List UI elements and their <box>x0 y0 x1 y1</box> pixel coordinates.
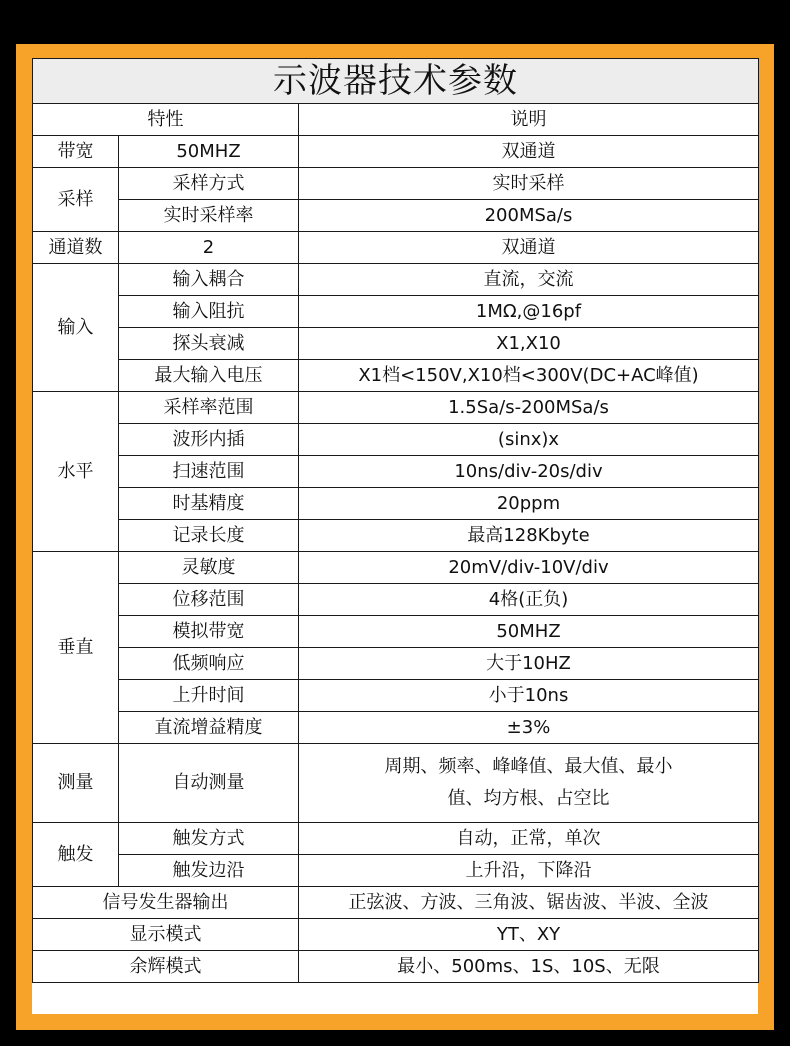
table-row <box>33 200 759 232</box>
item-value: 50MHZ <box>299 616 759 648</box>
table-row <box>33 919 759 951</box>
group-label: 输入 <box>33 264 119 392</box>
table-row <box>33 232 759 264</box>
spec-table <box>32 58 759 983</box>
item-label: 灵敏度 <box>119 552 299 584</box>
item-value: 1MΩ,@16pf <box>299 296 759 328</box>
group-label: 触发 <box>33 823 119 887</box>
orange-frame <box>16 44 774 1030</box>
item-label: 最大输入电压 <box>119 360 299 392</box>
item-value: 上升沿，下降沿 <box>299 855 759 887</box>
table-row <box>33 951 759 983</box>
item-value: 10ns/div-20s/div <box>299 456 759 488</box>
item-label: 模拟带宽 <box>119 616 299 648</box>
group-label: 采样 <box>33 168 119 232</box>
item-value: 双通道 <box>299 232 759 264</box>
item-label: 时基精度 <box>119 488 299 520</box>
item-value: 200MSa/s <box>299 200 759 232</box>
item-label: 50MHZ <box>119 136 299 168</box>
item-label: 探头衰减 <box>119 328 299 360</box>
table-row <box>33 584 759 616</box>
item-value: 最高128Kbyte <box>299 520 759 552</box>
item-value: 正弦波、方波、三角波、锯齿波、半波、全波 <box>299 887 759 919</box>
group-label: 垂直 <box>33 552 119 744</box>
item-label: 采样率范围 <box>119 392 299 424</box>
table-row <box>33 328 759 360</box>
table-row <box>33 136 759 168</box>
table-row <box>33 648 759 680</box>
item-value: YT、XY <box>299 919 759 951</box>
item-value: X1,X10 <box>299 328 759 360</box>
item-label: 直流增益精度 <box>119 712 299 744</box>
item-label: 实时采样率 <box>119 200 299 232</box>
item-value: 小于10ns <box>299 680 759 712</box>
item-value: (sinx)x <box>299 424 759 456</box>
item-label: 位移范围 <box>119 584 299 616</box>
item-label: 低频响应 <box>119 648 299 680</box>
table-row <box>33 552 759 584</box>
table-row <box>33 744 759 823</box>
group-label: 水平 <box>33 392 119 552</box>
table-row <box>33 392 759 424</box>
spec-sheet <box>32 58 758 1014</box>
table-row <box>33 424 759 456</box>
table-row <box>33 520 759 552</box>
table-row <box>33 616 759 648</box>
item-value: 1.5Sa/s-200MSa/s <box>299 392 759 424</box>
item-value: 4格(正负) <box>299 584 759 616</box>
item-value: 20ppm <box>299 488 759 520</box>
item-value: 直流，交流 <box>299 264 759 296</box>
item-value: 最小、500ms、1S、10S、无限 <box>299 951 759 983</box>
item-value: ±3% <box>299 712 759 744</box>
table-row <box>33 823 759 855</box>
table-row <box>33 360 759 392</box>
item-value: 大于10HZ <box>299 648 759 680</box>
item-value: X1档<150V,X10档<300V(DC+AC峰值) <box>299 360 759 392</box>
item-label: 触发边沿 <box>119 855 299 887</box>
table-row <box>33 456 759 488</box>
item-label: 输入阻抗 <box>119 296 299 328</box>
header-feature: 特性 <box>33 104 299 136</box>
item-value: 20mV/div-10V/div <box>299 552 759 584</box>
title-row <box>33 59 759 104</box>
table-row <box>33 712 759 744</box>
item-value: 自动，正常，单次 <box>299 823 759 855</box>
item-label: 波形内插 <box>119 424 299 456</box>
item-label: 上升时间 <box>119 680 299 712</box>
table-row <box>33 168 759 200</box>
item-label: 2 <box>119 232 299 264</box>
group-label: 测量 <box>33 744 119 823</box>
table-row <box>33 887 759 919</box>
item-label: 触发方式 <box>119 823 299 855</box>
group-label: 通道数 <box>33 232 119 264</box>
item-label: 输入耦合 <box>119 264 299 296</box>
item-label: 信号发生器输出 <box>33 887 299 919</box>
item-value: 实时采样 <box>299 168 759 200</box>
item-label: 余辉模式 <box>33 951 299 983</box>
header-row <box>33 104 759 136</box>
item-label: 扫速范围 <box>119 456 299 488</box>
table-row <box>33 264 759 296</box>
table-row <box>33 855 759 887</box>
table-row <box>33 488 759 520</box>
item-value: 周期、频率、峰峰值、最大值、最小值、均方根、占空比 <box>299 744 759 823</box>
group-label: 带宽 <box>33 136 119 168</box>
item-label: 采样方式 <box>119 168 299 200</box>
table-row <box>33 680 759 712</box>
table-row <box>33 296 759 328</box>
item-label: 自动测量 <box>119 744 299 823</box>
item-label: 显示模式 <box>33 919 299 951</box>
header-description: 说明 <box>299 104 759 136</box>
item-label: 记录长度 <box>119 520 299 552</box>
item-value: 双通道 <box>299 136 759 168</box>
page-title: 示波器技术参数 <box>33 59 759 104</box>
